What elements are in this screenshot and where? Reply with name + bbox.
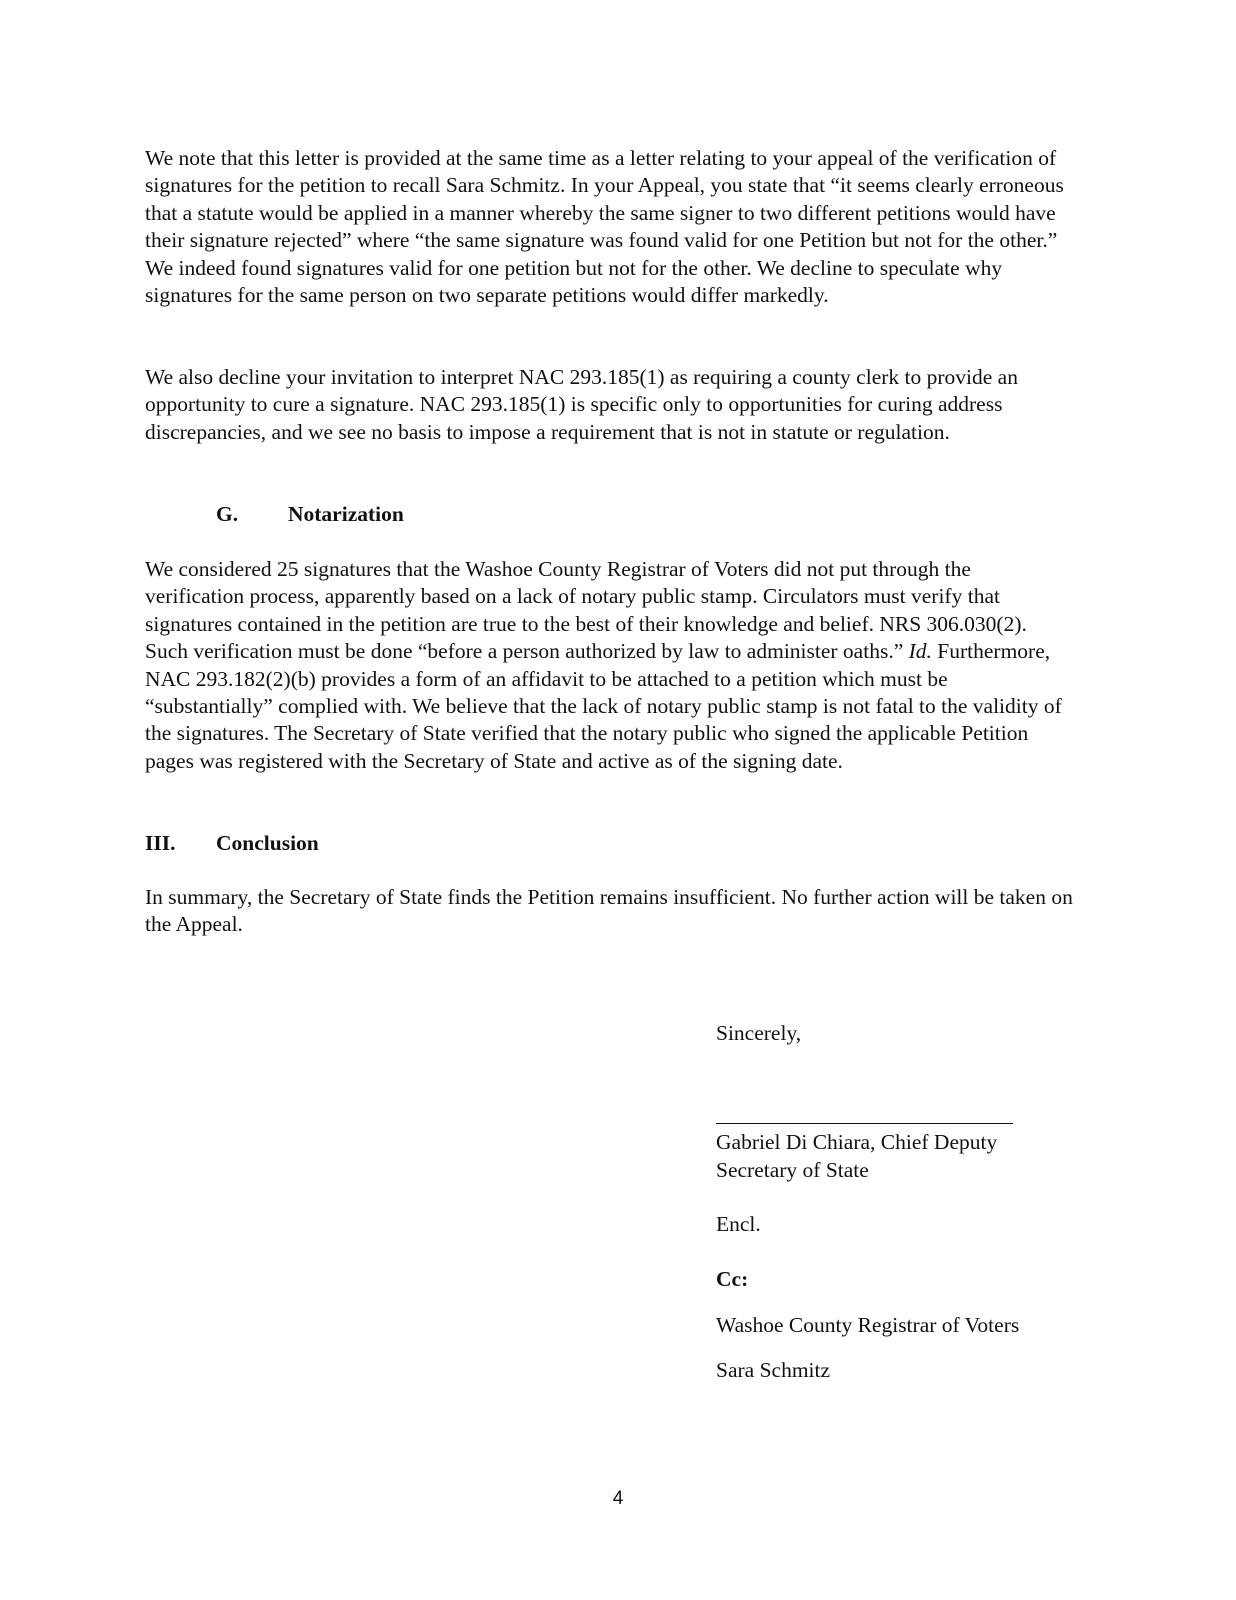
salutation: Sincerely,: [716, 1021, 802, 1045]
cc-label: Cc:: [716, 1267, 749, 1291]
citation-id: Id.: [908, 639, 932, 664]
paragraph-summary: In summary, the Secretary of State finds the Petition remains insufficient. No further action will be taken on the Appeal.: [145, 885, 1073, 937]
paragraph-notarization-text-1: We considered 25 signatures that the Washoe County Registrar of Voters did not put through the verification process, apparently based on a lack of notary public stamp. Circulators must verify that signatures contained in the petition are true to the best of their knowledge and belief. NRS 306.030(2). Such verification must be done “before a person authorized by law to administer oaths.”: [145, 557, 1027, 664]
cc-recipient: Sara Schmitz: [716, 1358, 831, 1382]
paragraph-notarization: [145, 556, 1075, 775]
signer-name-title: Gabriel Di Chiara, Chief Deputy: [716, 1130, 998, 1154]
page-number: 4: [612, 1488, 624, 1509]
paragraph-appeal-note: We note that this letter is provided at the same time as a letter relating to your appeal of the verification of signatures for the petition to recall Sara Schmitz. In your Appeal, you state that “it seems clearly erroneous that a statute would be applied in a manner whereby the same signer to two different petitions would have their signature rejected” where “the same signature was found valid for one Petition but not for the other.” We indeed found signatures valid for one petition but not for the other. We decline to speculate why signatures for the same person on two separate petitions would differ markedly.: [145, 146, 1064, 308]
paragraph-nac-cure: We also decline your invitation to interpret NAC 293.185(1) as requiring a county clerk to provide an opportunity to cure a signature. NAC 293.185(1) is specific only to opportunities for curing address discrepancies, and we see no basis to impose a requirement that is not in statute or regulation.: [145, 365, 1018, 444]
signature-line: [716, 1123, 1013, 1124]
enclosure-note: Encl.: [716, 1212, 761, 1236]
cc-recipient: Washoe County Registrar of Voters: [716, 1313, 1020, 1337]
section-iii-title: Conclusion: [216, 831, 319, 855]
section-g-title: Notarization: [288, 502, 404, 526]
section-g-number: G.: [216, 502, 239, 526]
section-iii-number: III.: [145, 831, 176, 855]
paragraph-notarization-text-2: Furthermore, NAC 293.182(2)(b) provides a form of an affidavit to be attached to a petition which must be “substantially” complied with. We believe that the lack of notary public stamp is not fatal to the validity of the signatures. The Secretary of State verified that the notary public who signed the applicable Petition pages was registered with the Secretary of State and active as of the signing date.: [145, 639, 1062, 773]
signer-office: Secretary of State: [716, 1158, 869, 1182]
